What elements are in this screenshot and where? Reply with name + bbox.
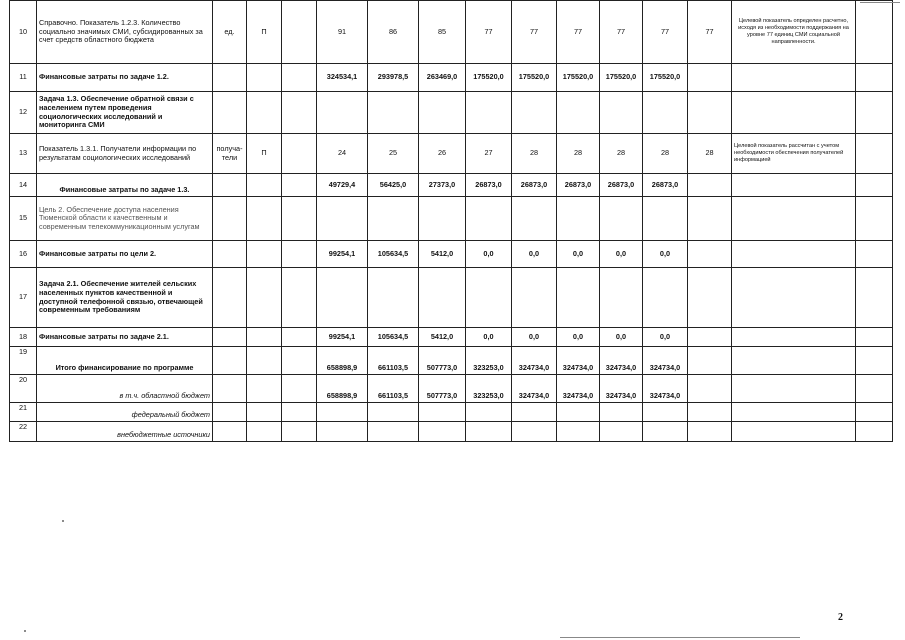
note-cell [732,174,856,197]
value-cell [419,197,466,241]
value-cell [512,197,557,241]
value-cell [688,422,732,442]
value-cell [419,92,466,134]
value-cell: 507773,0 [419,347,466,375]
value-cell [643,422,688,442]
type-cell [247,197,282,241]
type-cell: П [247,134,282,174]
type-cell [247,375,282,403]
value-cell: 0,0 [600,328,643,347]
extra-cell [856,197,893,241]
value-cell [317,197,368,241]
value-cell [317,422,368,442]
note-cell [732,328,856,347]
value-cell: 324734,0 [557,347,600,375]
table-row [10,347,893,375]
unit-cell [213,328,247,347]
extra-cell [856,1,893,64]
value-cell [688,197,732,241]
value-cell: 324734,0 [600,347,643,375]
type-cell [247,403,282,422]
value-cell: 28 [512,134,557,174]
value-cell [557,422,600,442]
value-cell [368,197,419,241]
value-cell: 0,0 [512,241,557,268]
indicator-name: внебюджетные источники [37,422,213,442]
unit-cell [213,241,247,268]
value-cell: 99254,1 [317,241,368,268]
value-cell [688,268,732,328]
table-row [10,92,893,134]
value-cell: 26873,0 [557,174,600,197]
value-cell: 26873,0 [466,174,512,197]
indicator-name: Финансовые затраты по задаче 1.3. [37,174,213,197]
row-number: 12 [10,92,37,134]
blank-cell [282,92,317,134]
value-cell: 263469,0 [419,64,466,92]
blank-cell [282,241,317,268]
table-row [10,422,893,442]
value-cell: 661103,5 [368,375,419,403]
row-number: 21 [10,403,37,422]
indicator-name: в т.ч. областной бюджет [37,375,213,403]
value-cell [317,268,368,328]
value-cell [643,197,688,241]
value-cell: 658898,9 [317,347,368,375]
value-cell: 28 [600,134,643,174]
value-cell [688,328,732,347]
unit-cell [213,422,247,442]
value-cell: 49729,4 [317,174,368,197]
row-number: 19 [10,347,37,375]
page-number: 2 [838,612,843,623]
value-cell: 0,0 [600,241,643,268]
extra-cell [856,328,893,347]
value-cell [600,268,643,328]
extra-cell [856,422,893,442]
value-cell [688,347,732,375]
blank-cell [282,197,317,241]
value-cell: 324734,0 [512,375,557,403]
value-cell: 324734,0 [643,347,688,375]
value-cell [466,268,512,328]
note-cell: Целевой показатель рассчитан с учетом необходимости обеспечения получателей информацией [732,134,856,174]
value-cell: 0,0 [512,328,557,347]
program-table [9,0,893,442]
indicator-name: Задача 2.1. Обеспечение жителей сельских населенных пунктов качественной и доступной телефонной связью, отвечающей современным требованиям [37,268,213,328]
value-cell [368,403,419,422]
value-cell [512,422,557,442]
value-cell: 25 [368,134,419,174]
value-cell [512,92,557,134]
extra-cell [856,347,893,375]
value-cell: 324734,0 [512,347,557,375]
unit-cell [213,268,247,328]
unit-cell [213,64,247,92]
extra-cell [856,92,893,134]
value-cell [368,92,419,134]
indicator-name: Финансовые затраты по цели 2. [37,241,213,268]
scan-edge-line [560,637,800,638]
unit-cell [213,375,247,403]
blank-cell [282,403,317,422]
value-cell: 323253,0 [466,347,512,375]
value-cell: 99254,1 [317,328,368,347]
indicator-name: Итого финансирование по программе [37,347,213,375]
type-cell [247,64,282,92]
scan-speck [24,630,26,632]
type-cell [247,174,282,197]
value-cell: 27373,0 [419,174,466,197]
value-cell: 28 [643,134,688,174]
unit-cell [213,197,247,241]
value-cell: 658898,9 [317,375,368,403]
value-cell: 85 [419,1,466,64]
value-cell [466,403,512,422]
table-row [10,174,893,197]
value-cell: 0,0 [557,241,600,268]
blank-cell [282,268,317,328]
value-cell: 26 [419,134,466,174]
value-cell: 324534,1 [317,64,368,92]
value-cell: 323253,0 [466,375,512,403]
blank-cell [282,174,317,197]
table-row [10,328,893,347]
row-number: 20 [10,375,37,403]
value-cell: 28 [688,134,732,174]
table-row [10,1,893,64]
table-row [10,375,893,403]
extra-cell [856,134,893,174]
note-cell [732,347,856,375]
value-cell [600,403,643,422]
value-cell: 77 [643,1,688,64]
unit-cell [213,347,247,375]
value-cell: 324734,0 [557,375,600,403]
value-cell [600,422,643,442]
value-cell [317,403,368,422]
value-cell [688,241,732,268]
type-cell [247,328,282,347]
type-cell [247,268,282,328]
unit-cell [213,92,247,134]
scan-speck [62,520,64,522]
type-cell [247,241,282,268]
value-cell: 175520,0 [512,64,557,92]
unit-cell [213,403,247,422]
value-cell [643,268,688,328]
value-cell: 0,0 [643,241,688,268]
note-cell [732,422,856,442]
indicator-name: Показатель 1.3.1. Получатели информации по результатам социологических исследований [37,134,213,174]
unit-cell [213,174,247,197]
note-cell: Целевой показатель определен расчетно, исходя из необходимости поддержания на уровне 77 единиц СМИ социальной направленности. [732,1,856,64]
value-cell: 77 [512,1,557,64]
value-cell [643,92,688,134]
value-cell: 27 [466,134,512,174]
note-cell [732,64,856,92]
value-cell [557,403,600,422]
value-cell: 175520,0 [466,64,512,92]
value-cell: 26873,0 [600,174,643,197]
value-cell: 5412,0 [419,328,466,347]
value-cell [688,403,732,422]
indicator-name: Финансовые затраты по задаче 2.1. [37,328,213,347]
value-cell: 175520,0 [557,64,600,92]
table-row [10,197,893,241]
row-number: 17 [10,268,37,328]
row-number: 10 [10,1,37,64]
value-cell: 324734,0 [643,375,688,403]
type-cell: П [247,1,282,64]
value-cell: 175520,0 [643,64,688,92]
unit-cell: получа-тели [213,134,247,174]
value-cell [557,92,600,134]
indicator-name: федеральный бюджет [37,403,213,422]
row-number: 22 [10,422,37,442]
blank-cell [282,375,317,403]
type-cell [247,422,282,442]
row-number: 15 [10,197,37,241]
note-cell [732,268,856,328]
blank-cell [282,1,317,64]
value-cell [557,268,600,328]
value-cell: 0,0 [643,328,688,347]
value-cell [368,422,419,442]
value-cell: 0,0 [466,328,512,347]
extra-cell [856,174,893,197]
extra-cell [856,64,893,92]
blank-cell [282,422,317,442]
value-cell: 293978,5 [368,64,419,92]
value-cell [643,403,688,422]
table-row [10,241,893,268]
indicator-name: Финансовые затраты по задаче 1.2. [37,64,213,92]
note-cell [732,375,856,403]
value-cell: 26873,0 [643,174,688,197]
indicator-name: Задача 1.3. Обеспечение обратной связи с населением путем проведения социологических исследований и мониторинга СМИ [37,92,213,134]
row-number: 11 [10,64,37,92]
value-cell: 507773,0 [419,375,466,403]
row-number: 13 [10,134,37,174]
value-cell: 661103,5 [368,347,419,375]
value-cell: 324734,0 [600,375,643,403]
value-cell [512,403,557,422]
value-cell [688,92,732,134]
value-cell: 0,0 [557,328,600,347]
value-cell [419,268,466,328]
row-number: 16 [10,241,37,268]
value-cell [466,92,512,134]
note-cell [732,403,856,422]
value-cell: 5412,0 [419,241,466,268]
value-cell: 77 [466,1,512,64]
value-cell [688,64,732,92]
blank-cell [282,64,317,92]
value-cell [368,268,419,328]
value-cell [600,197,643,241]
value-cell [317,92,368,134]
value-cell: 26873,0 [512,174,557,197]
value-cell: 86 [368,1,419,64]
type-cell [247,347,282,375]
indicator-name: Справочно. Показатель 1.2.3. Количество социально значимых СМИ, субсидированных за счет средств областного бюджета [37,1,213,64]
value-cell: 28 [557,134,600,174]
extra-cell [856,403,893,422]
value-cell: 0,0 [466,241,512,268]
blank-cell [282,134,317,174]
value-cell [466,422,512,442]
value-cell [688,174,732,197]
value-cell: 105634,5 [368,328,419,347]
table-row [10,268,893,328]
value-cell: 77 [688,1,732,64]
value-cell [419,422,466,442]
value-cell: 105634,5 [368,241,419,268]
extra-cell [856,375,893,403]
type-cell [247,92,282,134]
extra-cell [856,268,893,328]
unit-cell: ед. [213,1,247,64]
note-cell [732,241,856,268]
value-cell: 56425,0 [368,174,419,197]
row-number: 18 [10,328,37,347]
blank-cell [282,347,317,375]
value-cell: 24 [317,134,368,174]
value-cell [512,268,557,328]
value-cell [688,375,732,403]
value-cell: 77 [557,1,600,64]
value-cell [419,403,466,422]
value-cell: 91 [317,1,368,64]
table-row [10,403,893,422]
value-cell [557,197,600,241]
blank-cell [282,328,317,347]
indicator-name: Цель 2. Обеспечение доступа населения Тюменской области к качественным и современным телекоммуникационным услугам [37,197,213,241]
value-cell: 175520,0 [600,64,643,92]
value-cell: 77 [600,1,643,64]
table-row [10,134,893,174]
extra-cell [856,241,893,268]
row-number: 14 [10,174,37,197]
note-cell [732,197,856,241]
value-cell [466,197,512,241]
value-cell [600,92,643,134]
scan-edge-line [860,2,900,3]
note-cell [732,92,856,134]
table-row [10,64,893,92]
